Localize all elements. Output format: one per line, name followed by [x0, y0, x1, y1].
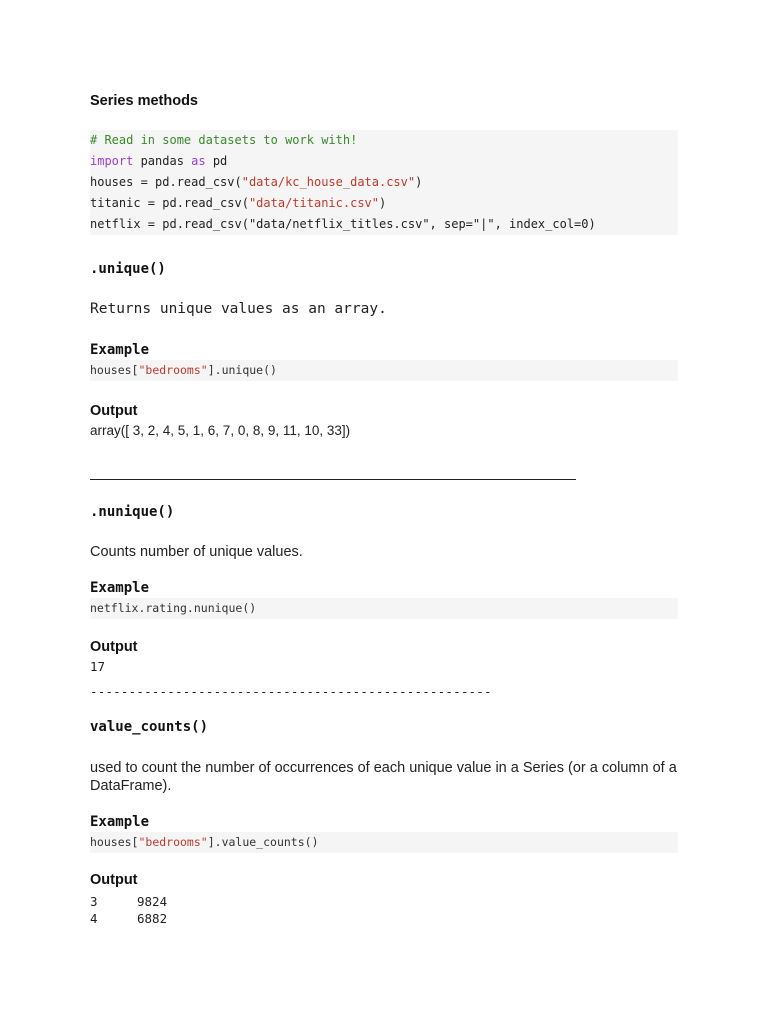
- nunique-description: Counts number of unique values.: [90, 544, 303, 560]
- section-divider-dashes: ----------------------------------------------------: [90, 684, 492, 699]
- output-row-key: 3: [90, 894, 98, 909]
- unique-heading: .unique(): [90, 261, 166, 277]
- unique-output: array([ 3, 2, 4, 5, 1, 6, 7, 0, 8, 9, 11, 10, 33]): [90, 423, 351, 438]
- output-row-value: 9824: [137, 894, 168, 909]
- code-line-comment: # Read in some datasets to work with!: [90, 133, 358, 147]
- unique-example-code: houses["bedrooms"].unique(): [90, 360, 678, 381]
- value-counts-description: used to count the number of occurrences of each unique value in a Series (or a column of a DataFrame).: [90, 760, 677, 794]
- setup-code-block: [90, 130, 678, 235]
- value-counts-example-code: houses["bedrooms"].value_counts(): [90, 832, 678, 853]
- value-counts-output-table: [90, 893, 167, 927]
- nunique-output-label: Output: [90, 639, 138, 655]
- code-line-netflix: netflix = pd.read_csv("data/netflix_titles.csv", sep="|", index_col=0): [90, 217, 596, 231]
- page-title: Series methods: [90, 93, 198, 109]
- code-line-houses: houses = pd.read_csv("data/kc_house_data.csv"): [90, 175, 423, 189]
- nunique-example-code: netflix.rating.nunique(): [90, 598, 678, 619]
- unique-description: Returns unique values as an array.: [90, 301, 387, 317]
- nunique-output: 17: [90, 659, 106, 674]
- value-counts-output-label: Output: [90, 872, 138, 888]
- unique-output-label: Output: [90, 403, 138, 419]
- section-divider-line: [90, 479, 576, 480]
- nunique-heading: .nunique(): [90, 504, 175, 520]
- code-line-import: import pandas as pd: [90, 154, 228, 168]
- output-row: [90, 893, 167, 910]
- unique-example-label: Example: [90, 342, 150, 358]
- output-row: [90, 910, 167, 927]
- nunique-example-label: Example: [90, 580, 150, 596]
- code-line-titanic: titanic = pd.read_csv("data/titanic.csv"): [90, 196, 387, 210]
- output-row-value: 6882: [137, 911, 168, 926]
- value-counts-example-label: Example: [90, 814, 150, 830]
- output-row-key: 4: [90, 911, 98, 926]
- value-counts-heading: value_counts(): [90, 719, 209, 735]
